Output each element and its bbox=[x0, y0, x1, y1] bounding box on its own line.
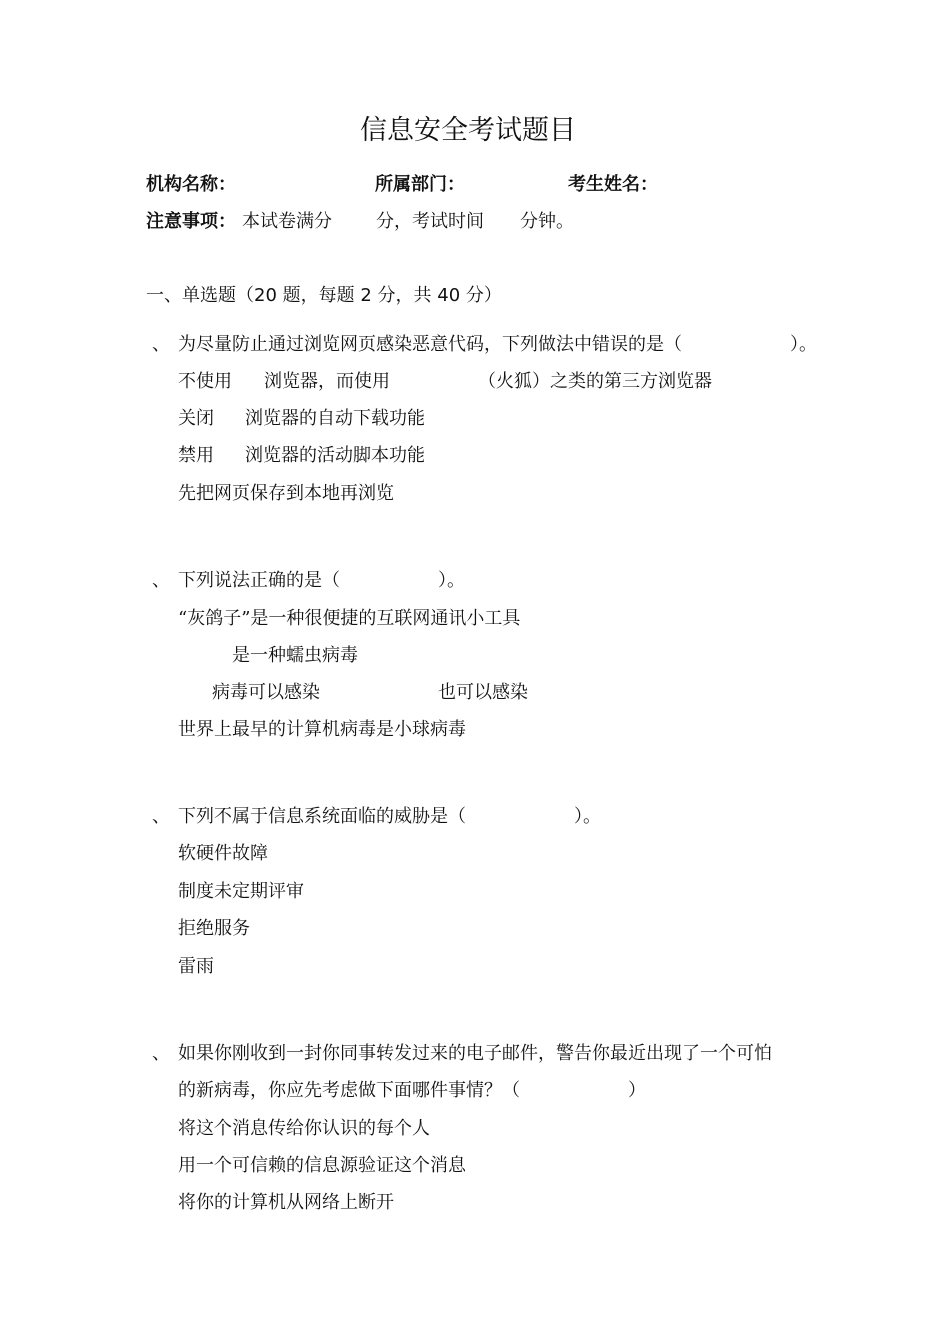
option-d: 雷雨 bbox=[178, 956, 214, 977]
option-d: 先把网页保存到本地再浏览 bbox=[178, 483, 394, 504]
question-marker: 、 bbox=[152, 570, 170, 591]
option-a: 软硬件故障 bbox=[178, 843, 268, 864]
question-stem-close: ）。 bbox=[574, 806, 601, 827]
question-marker: 、 bbox=[152, 806, 170, 827]
option-c: 将你的计算机从网络上断开 bbox=[178, 1192, 394, 1213]
option-c-part2: 也可以感染 bbox=[438, 682, 528, 703]
option-a: “灰鸽子”是一种很便捷的互联网通讯小工具 bbox=[178, 608, 521, 629]
option-b: 用一个可信赖的信息源验证这个消息 bbox=[178, 1155, 466, 1176]
notice-exam-time: 分，考试时间 bbox=[376, 211, 484, 232]
option-a: 不使用 bbox=[178, 371, 232, 392]
option-c: 病毒可以感染 bbox=[212, 682, 320, 703]
option-a-part2: 浏览器，而使用 bbox=[264, 371, 390, 392]
option-a-part3: （火狐）之类的第三方浏览器 bbox=[478, 371, 712, 392]
page-title: 信息安全考试题目 bbox=[360, 115, 576, 146]
candidate-name-label: 考生姓名： bbox=[568, 174, 658, 195]
question-stem-line2: 的新病毒，你应先考虑做下面哪件事情？（ bbox=[178, 1080, 520, 1101]
option-a: 将这个消息传给你认识的每个人 bbox=[178, 1118, 430, 1139]
question-stem: 下列说法正确的是（ bbox=[178, 570, 340, 591]
option-c-part2: 浏览器的活动脚本功能 bbox=[245, 445, 425, 466]
question-stem-close: ） bbox=[628, 1080, 646, 1101]
question-stem: 为尽量防止通过浏览网页感染恶意代码，下列做法中错误的是（ bbox=[178, 334, 682, 355]
question-marker: 、 bbox=[152, 1043, 170, 1064]
question-stem: 如果你刚收到一封你同事转发过来的电子邮件，警告你最近出现了一个可怕 bbox=[178, 1043, 772, 1064]
option-c: 禁用 bbox=[178, 445, 214, 466]
section-heading: 一、单选题（20 题，每题 2 分，共 40 分） bbox=[146, 285, 502, 306]
option-b: 制度未定期评审 bbox=[178, 881, 304, 902]
option-b-part2: 浏览器的自动下载功能 bbox=[245, 408, 425, 429]
notice-minutes: 分钟。 bbox=[520, 211, 574, 232]
question-stem: 下列不属于信息系统面临的威胁是（ bbox=[178, 806, 466, 827]
org-name-label: 机构名称： bbox=[146, 174, 236, 195]
notice-full-score: 本试卷满分 bbox=[242, 211, 332, 232]
department-label: 所属部门： bbox=[375, 174, 465, 195]
option-b: 是一种蠕虫病毒 bbox=[232, 645, 358, 666]
question-stem-close: ）。 bbox=[790, 334, 817, 355]
question-stem-close: ）。 bbox=[438, 570, 465, 591]
option-c: 拒绝服务 bbox=[178, 918, 250, 939]
question-marker: 、 bbox=[152, 334, 170, 355]
option-b: 关闭 bbox=[178, 408, 214, 429]
option-d: 世界上最早的计算机病毒是小球病毒 bbox=[178, 719, 466, 740]
notice-label: 注意事项： bbox=[146, 211, 236, 232]
